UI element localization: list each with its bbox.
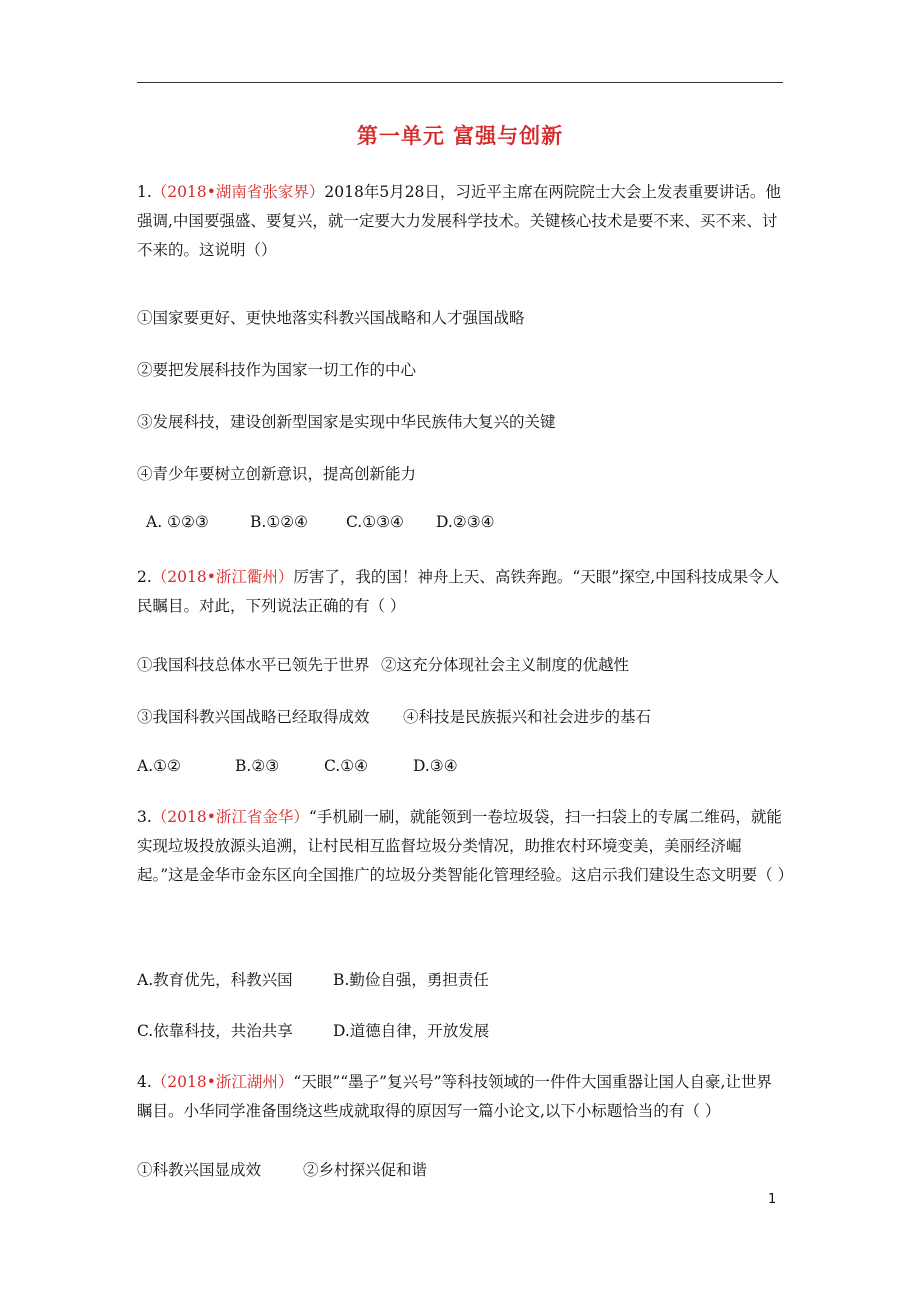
question-text: 厉害了，我的国！神舟上天、高铁奔跑。“天眼”探空,中国科技成果令人民瞩目。对此，下列说法正确的有（ ） (137, 568, 780, 615)
question-3-stem (137, 803, 794, 890)
question-source: （2018•浙江省金华） (151, 808, 309, 826)
question-2-options (137, 757, 458, 775)
question-2-item-2: ②这充分体现社会主义制度的优越性 (381, 656, 630, 674)
question-4-item-2: ②乡村探兴促和谐 (303, 1161, 428, 1179)
option-d: D.②③④ (436, 513, 495, 531)
option-a: A.①② (137, 757, 181, 775)
question-number: 3. (137, 808, 152, 826)
header-rule (137, 82, 783, 83)
question-1-stem (137, 178, 787, 265)
question-source: （2018•浙江湖州） (151, 1073, 294, 1091)
question-2-item-4: ④科技是民族振兴和社会进步的基石 (403, 708, 652, 726)
question-2-items-row-1 (137, 653, 629, 675)
option-d: D.道德自律，开放发展 (333, 1022, 490, 1040)
question-text: “天眼”“墨子”复兴号”等科技领域的一件件大国重器让国人自豪,让世界瞩目。小华同学准备围绕这些成就取得的原因写一篇小论文,以下小标题恰当的有（ ） (137, 1073, 772, 1120)
option-b: B.②③ (235, 757, 280, 775)
option-c: C.①④ (324, 757, 369, 775)
question-1-item-4: ④青少年要树立创新意识，提高创新能力 (137, 465, 417, 483)
question-1 (137, 178, 787, 265)
question-number: 1. (137, 183, 152, 201)
page-number: 1 (768, 1192, 777, 1207)
option-a: A.教育优先，科教兴国 (137, 971, 293, 989)
question-text: “手机刷一刷，就能领到一卷垃圾袋，扫一扫袋上的专属二维码，就能实现垃圾投放源头追溯，让村民相互监督垃圾分类情况，助推农村环境变美，美丽经济崛起。”这是金华市金东区向全国推广的垃圾分类智能化管理经验。这启示我们建设生态文明要（ ） (137, 808, 794, 884)
question-1-item-1: ①国家要更好、更快地落实科教兴国战略和人才强国战略 (137, 309, 525, 327)
question-number: 2. (137, 568, 152, 586)
question-4-item-1: ①科教兴国显成效 (137, 1161, 262, 1179)
question-4 (137, 1068, 787, 1126)
option-b: B.勤俭自强，勇担责任 (333, 971, 489, 989)
question-2-stem (137, 563, 787, 621)
question-2-item-3: ③我国科教兴国战略已经取得成效 (137, 708, 370, 726)
question-number: 4. (137, 1073, 152, 1091)
question-1-item-3: ③发展科技，建设创新型国家是实现中华民族伟大复兴的关键 (137, 413, 556, 431)
question-source: （2018•浙江衢州） (151, 568, 294, 586)
question-2-items-row-2 (137, 705, 651, 727)
question-1-options (146, 513, 495, 531)
page-title: 第一单元 富强与创新 (356, 124, 564, 148)
question-3 (137, 803, 794, 890)
question-2 (137, 563, 787, 621)
option-b: B.①②④ (250, 513, 309, 531)
question-2-item-1: ①我国科技总体水平已领先于世界 (137, 656, 370, 674)
question-3-options-row-2 (137, 1019, 489, 1041)
option-c: C.依靠科技，共治共享 (137, 1022, 293, 1040)
option-d: D.③④ (413, 757, 458, 775)
question-4-items-row-1 (137, 1158, 427, 1180)
question-source: （2018•湖南省张家界） (151, 183, 325, 201)
question-1-item-2: ②要把发展科技作为国家一切工作的中心 (137, 361, 417, 379)
option-c: C.①③④ (346, 513, 404, 531)
option-a: A. ①②③ (146, 513, 209, 531)
question-3-options-row-1 (137, 968, 489, 990)
question-4-stem (137, 1068, 787, 1126)
question-text: 2018年5月28日，习近平主席在两院院士大会上发表重要讲话。他强调,中国要强盛、要复兴，就一定要大力发展科学技术。关键核心技术是要不来、买不来、讨不来的。这说明（） (137, 183, 781, 259)
